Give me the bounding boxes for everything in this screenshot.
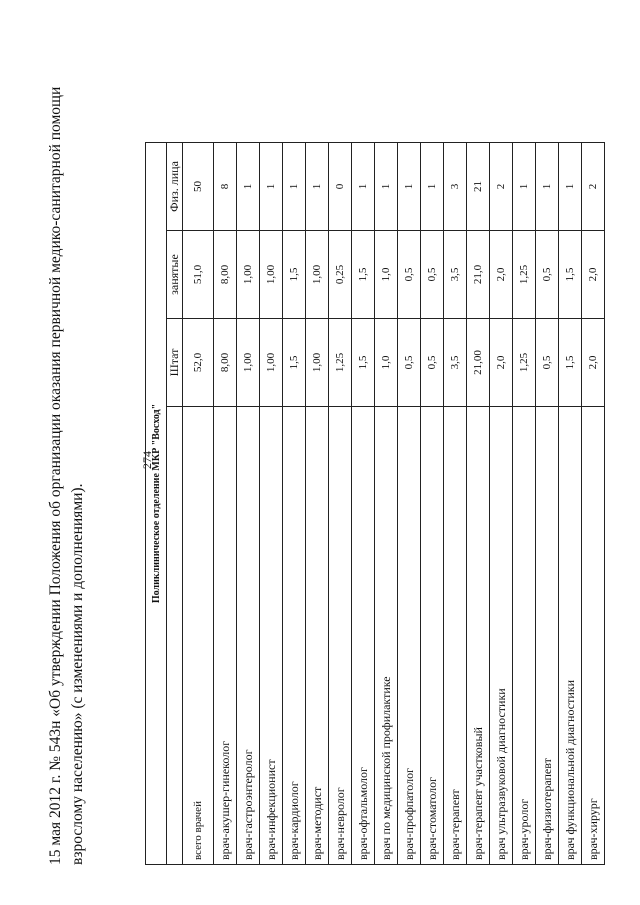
row-shtat-cell: 3,5 (444, 319, 467, 407)
row-shtat-cell: 21,00 (467, 319, 490, 407)
row-occupied-cell: 0,5 (398, 231, 421, 319)
row-name-cell: врач функциональной диагностики (559, 407, 582, 865)
header-empty-cell (167, 407, 183, 865)
row-shtat-cell: 0,5 (421, 319, 444, 407)
row-persons-cell: 1 (513, 143, 536, 231)
row-shtat-cell: 1,5 (559, 319, 582, 407)
row-shtat-cell: 2,0 (490, 319, 513, 407)
table-row (375, 143, 398, 865)
table-row (398, 143, 421, 865)
row-persons-cell: 1 (237, 143, 260, 231)
column-header-persons: Физ. лица (167, 143, 183, 231)
staff-table (145, 142, 605, 865)
table-row (260, 143, 283, 865)
row-persons-cell: 1 (283, 143, 306, 231)
row-occupied-cell: 2,0 (582, 231, 605, 319)
row-occupied-cell: 2,0 (490, 231, 513, 319)
row-persons-cell: 1 (375, 143, 398, 231)
document-heading: 15 мая 2012 г. № 543н «Об утверждении Положения об организации оказания первичной медико-санитарной помощи взрослому населению» (с изменениями и дополнениями). (47, 86, 86, 865)
row-occupied-cell: 1,00 (306, 231, 329, 319)
row-occupied-cell: 51,0 (183, 231, 214, 319)
table-row (237, 143, 260, 865)
row-name-cell: врач по медицинской профилактике (375, 407, 398, 865)
row-shtat-cell: 1,00 (260, 319, 283, 407)
table-row (513, 143, 536, 865)
column-header-occupied: занятые (167, 231, 183, 319)
row-occupied-cell: 8,00 (214, 231, 237, 319)
row-persons-cell: 1 (421, 143, 444, 231)
row-shtat-cell: 52,0 (183, 319, 214, 407)
row-name-cell: врач ультразвуковой диагностики (490, 407, 513, 865)
table-row (329, 143, 352, 865)
row-name-cell: врач-стоматолог (421, 407, 444, 865)
row-occupied-cell: 21,0 (467, 231, 490, 319)
row-shtat-cell: 1,5 (352, 319, 375, 407)
row-occupied-cell: 1,25 (513, 231, 536, 319)
row-occupied-cell: 0,5 (421, 231, 444, 319)
row-shtat-cell: 0,5 (398, 319, 421, 407)
row-occupied-cell: 0,5 (536, 231, 559, 319)
row-name-cell: врач-офтальмолог (352, 407, 375, 865)
row-shtat-cell: 1,00 (306, 319, 329, 407)
table-row (467, 143, 490, 865)
row-persons-cell: 50 (183, 143, 214, 231)
table-row (559, 143, 582, 865)
column-header-shtat: Штат (167, 319, 183, 407)
table-row (536, 143, 559, 865)
row-shtat-cell: 1,5 (283, 319, 306, 407)
row-persons-cell: 0 (329, 143, 352, 231)
row-name-cell: врач-терапевт (444, 407, 467, 865)
table-title: Поликлиническое отделение МКР "Восход" (146, 143, 167, 865)
row-persons-cell: 3 (444, 143, 467, 231)
row-name-cell: врач-кардиолог (283, 407, 306, 865)
row-occupied-cell: 1,0 (375, 231, 398, 319)
row-persons-cell: 1 (306, 143, 329, 231)
row-name-cell: врач-инфекционист (260, 407, 283, 865)
row-occupied-cell: 1,00 (237, 231, 260, 319)
table-row (214, 143, 237, 865)
row-name-cell: врач-методист (306, 407, 329, 865)
row-name-cell: всего врачей (183, 407, 214, 865)
row-name-cell: врач-физиотерапевт (536, 407, 559, 865)
row-shtat-cell: 8,00 (214, 319, 237, 407)
row-persons-cell: 1 (260, 143, 283, 231)
row-persons-cell: 21 (467, 143, 490, 231)
row-name-cell: врач-невролог (329, 407, 352, 865)
row-persons-cell: 2 (582, 143, 605, 231)
row-shtat-cell: 1,0 (375, 319, 398, 407)
row-persons-cell: 2 (490, 143, 513, 231)
row-occupied-cell: 1,00 (260, 231, 283, 319)
table-row (183, 143, 214, 865)
row-occupied-cell: 3,5 (444, 231, 467, 319)
table-row (582, 143, 605, 865)
row-persons-cell: 1 (536, 143, 559, 231)
row-shtat-cell: 1,25 (513, 319, 536, 407)
table-row (352, 143, 375, 865)
row-shtat-cell: 0,5 (536, 319, 559, 407)
table-row (283, 143, 306, 865)
row-persons-cell: 1 (559, 143, 582, 231)
table-body (183, 143, 605, 865)
row-shtat-cell: 1,25 (329, 319, 352, 407)
table-row (490, 143, 513, 865)
row-persons-cell: 1 (398, 143, 421, 231)
row-persons-cell: 1 (352, 143, 375, 231)
row-name-cell: врач-терапевт участковый (467, 407, 490, 865)
page-number: 274 (140, 451, 154, 469)
table-row (444, 143, 467, 865)
table-row (306, 143, 329, 865)
row-name-cell: врач-хирург (582, 407, 605, 865)
row-name-cell: врач-профпатолог (398, 407, 421, 865)
row-name-cell: врач-гастроэнтеролог (237, 407, 260, 865)
row-occupied-cell: 1,5 (283, 231, 306, 319)
table-row (421, 143, 444, 865)
row-name-cell: врач-акушер-гинеколог (214, 407, 237, 865)
row-persons-cell: 8 (214, 143, 237, 231)
row-occupied-cell: 1,5 (559, 231, 582, 319)
row-occupied-cell: 1,5 (352, 231, 375, 319)
row-shtat-cell: 1,00 (237, 319, 260, 407)
row-name-cell: врач-уролог (513, 407, 536, 865)
row-shtat-cell: 2,0 (582, 319, 605, 407)
row-occupied-cell: 0,25 (329, 231, 352, 319)
